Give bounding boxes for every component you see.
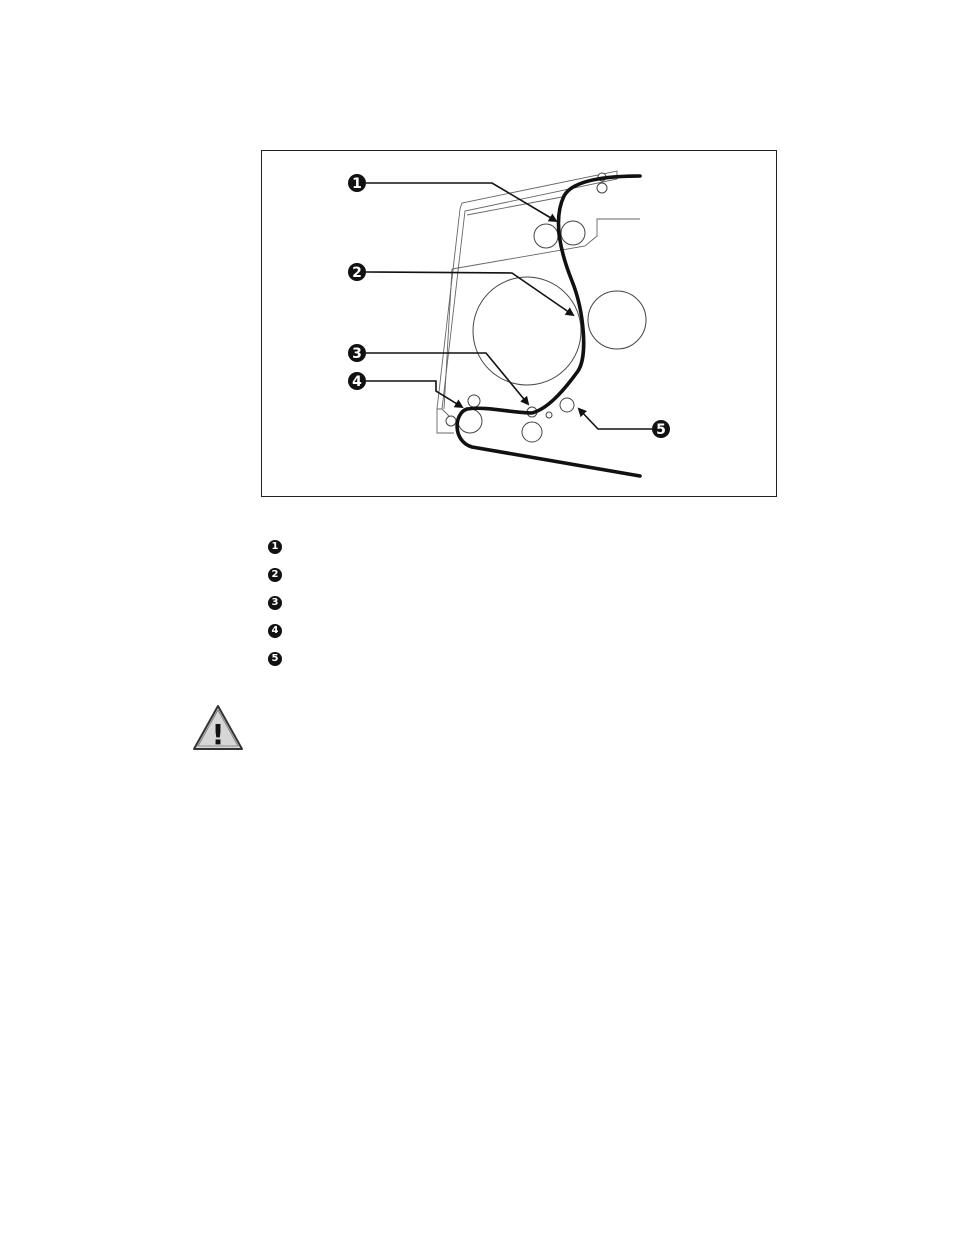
- legend-item: [268, 568, 282, 596]
- legend-item: [268, 596, 282, 624]
- callout-4: [348, 372, 366, 390]
- callout-2: [348, 263, 366, 281]
- legend-item: [268, 652, 282, 680]
- roller-top-small-b: [597, 183, 607, 193]
- leader-line-5: [579, 409, 652, 429]
- roller-upper-right: [561, 221, 585, 245]
- legend-marker-1: 1: [268, 540, 282, 554]
- svg-text:5: 5: [656, 422, 666, 438]
- main-drum: [473, 277, 581, 385]
- callout-5: [652, 420, 670, 438]
- legend-marker-2: 2: [268, 568, 282, 582]
- svg-text:2: 2: [352, 265, 362, 281]
- warning-exclamation: !: [211, 718, 225, 751]
- warning-svg: [191, 703, 245, 753]
- roller-mid-tiny: [546, 412, 552, 418]
- housing-panel-line: [467, 197, 562, 215]
- roller-lower-small-a: [468, 395, 480, 407]
- legend-marker-3: 3: [268, 596, 282, 610]
- callout-3: [348, 344, 366, 362]
- roller-mid-large: [522, 422, 542, 442]
- paper-path-diagram: [261, 150, 777, 497]
- leader-line-4: [366, 381, 462, 407]
- callout-legend: [268, 540, 282, 680]
- roller-right-small: [560, 398, 574, 412]
- svg-text:4: 4: [352, 374, 362, 390]
- legend-marker-5: 5: [268, 652, 282, 666]
- secondary-drum: [588, 291, 646, 349]
- leader-line-1: [366, 183, 556, 221]
- callout-1: [348, 174, 366, 192]
- legend-item: [268, 624, 282, 652]
- svg-text:1: 1: [352, 176, 362, 192]
- warning-triangle-icon: [191, 703, 245, 753]
- roller-upper-left: [534, 224, 558, 248]
- svg-text:3: 3: [352, 346, 362, 362]
- legend-item: [268, 540, 282, 568]
- legend-marker-4: 4: [268, 624, 282, 638]
- diagram-svg: [262, 151, 778, 498]
- roller-lower-tiny: [446, 416, 456, 426]
